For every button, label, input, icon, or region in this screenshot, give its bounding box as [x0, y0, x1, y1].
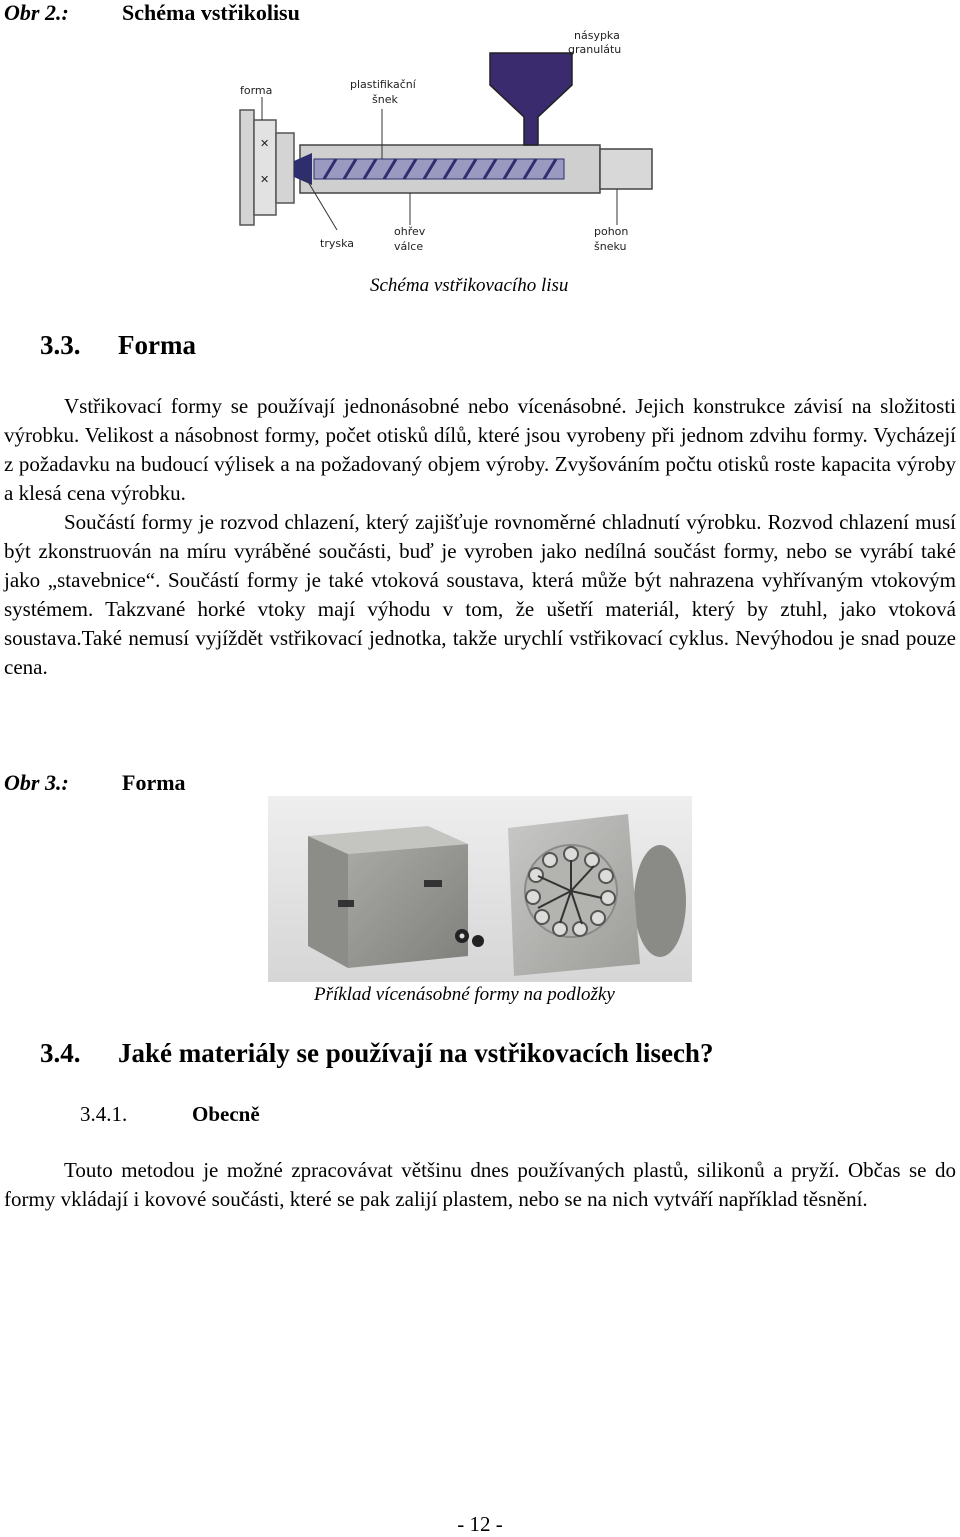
nozzle: [294, 153, 312, 185]
label-nasypka: násypka: [574, 29, 620, 42]
figure-2-number: Obr 2.:: [4, 0, 69, 25]
mold-plate-mid: [254, 120, 276, 215]
label-valce: válce: [394, 240, 424, 253]
label-granulatu: granulátu: [568, 43, 622, 56]
figure-3-label: [4, 770, 69, 796]
mold-photo: [268, 796, 692, 982]
label-ohrev: ohřev: [394, 225, 426, 238]
section-3-4-1-number: 3.4.1.: [80, 1102, 128, 1126]
figure-2-label: [4, 0, 69, 26]
left-block-front: [348, 844, 468, 968]
section-3-3-title: Forma: [118, 330, 196, 360]
injection-machine-diagram: [232, 25, 668, 263]
mold-cavity-mark: ✕: [260, 137, 270, 150]
label-pohon: pohon: [594, 225, 629, 238]
page-number: - 12 -: [457, 1512, 503, 1536]
mold-cavity-mark: ✕: [260, 173, 270, 186]
pin: [424, 880, 442, 887]
paragraph: Vstřikovací formy se používají jednonásobné nebo vícenásobné. Jejich konstrukce závisí na složitosti výrobku. Velikost a násobnost formy, počet otisků dílů, které jsou vyrobeny při jednom zdvihu formy. Vycházejí z požadavku na budoucí výlisek a na požadovaný objem výroby. Zvyšováním počtu otisků roste kapacita výroby a klesá cena výrobku.: [4, 394, 956, 505]
mold-plate-left: [240, 110, 254, 225]
section-3-3-body: [4, 392, 956, 682]
pin: [338, 900, 354, 907]
paragraph: Součástí formy je rozvod chlazení, který zajišťuje rovnoměrné chladnutí výrobku. Rozvod chlazení musí být zkonstruován na míru vyráběné součásti, buď je vyroben jako nedílná součást formy, nebo se vyrábí také jako „stavebnice“. Součástí formy je také vtoková soustava, která může být nahrazena vyhřívaným vtokovým systémem. Takzvané horké vtoky mají výhodu v tom, že ušetří materiál, který by ztuhl, jako vtoková soustava.Také nemusí vyjíždět vstřikovací jednotka, takže urychlí vstřikovací cyklus. Nevýhodou je snad pouze cena.: [4, 510, 956, 679]
label-plastifikacni: plastifikační: [350, 78, 416, 91]
washer: [472, 935, 484, 947]
figure-3-caption: Příklad vícenásobné formy na podložky: [314, 984, 615, 1005]
section-3-3-number: 3.3.: [40, 330, 81, 360]
section-3-4-number: 3.4.: [40, 1038, 81, 1068]
figure-3-number: Obr 3.:: [4, 770, 69, 795]
figure-3-title: Forma: [122, 770, 186, 795]
label-sneku: šneku: [594, 240, 627, 253]
figure-2-caption: Schéma vstřikovacího lisu: [370, 275, 569, 296]
figure-2-title: Schéma vstřikolisu: [122, 0, 300, 25]
paragraph: Touto metodou je možné zpracovávat většinu dnes používaných plastů, silikonů a pryží. Občas se do formy vkládají i kovové součásti, které se pak zalijí plastem, nebo se na nich vytváří například těsnění.: [4, 1158, 956, 1211]
label-forma: forma: [240, 84, 273, 97]
section-3-4-1-title: Obecně: [192, 1102, 260, 1126]
right-block-back: [634, 845, 686, 957]
section-3-4-1-body: [4, 1156, 956, 1214]
hopper: [490, 53, 572, 145]
label-snek: šnek: [372, 93, 398, 106]
section-3-4-title: Jaké materiály se používají na vstřikovacích lisech?: [118, 1038, 714, 1068]
label-tryska: tryska: [320, 237, 354, 250]
screw-drive: [600, 149, 652, 189]
mold-plate-right: [276, 133, 294, 203]
